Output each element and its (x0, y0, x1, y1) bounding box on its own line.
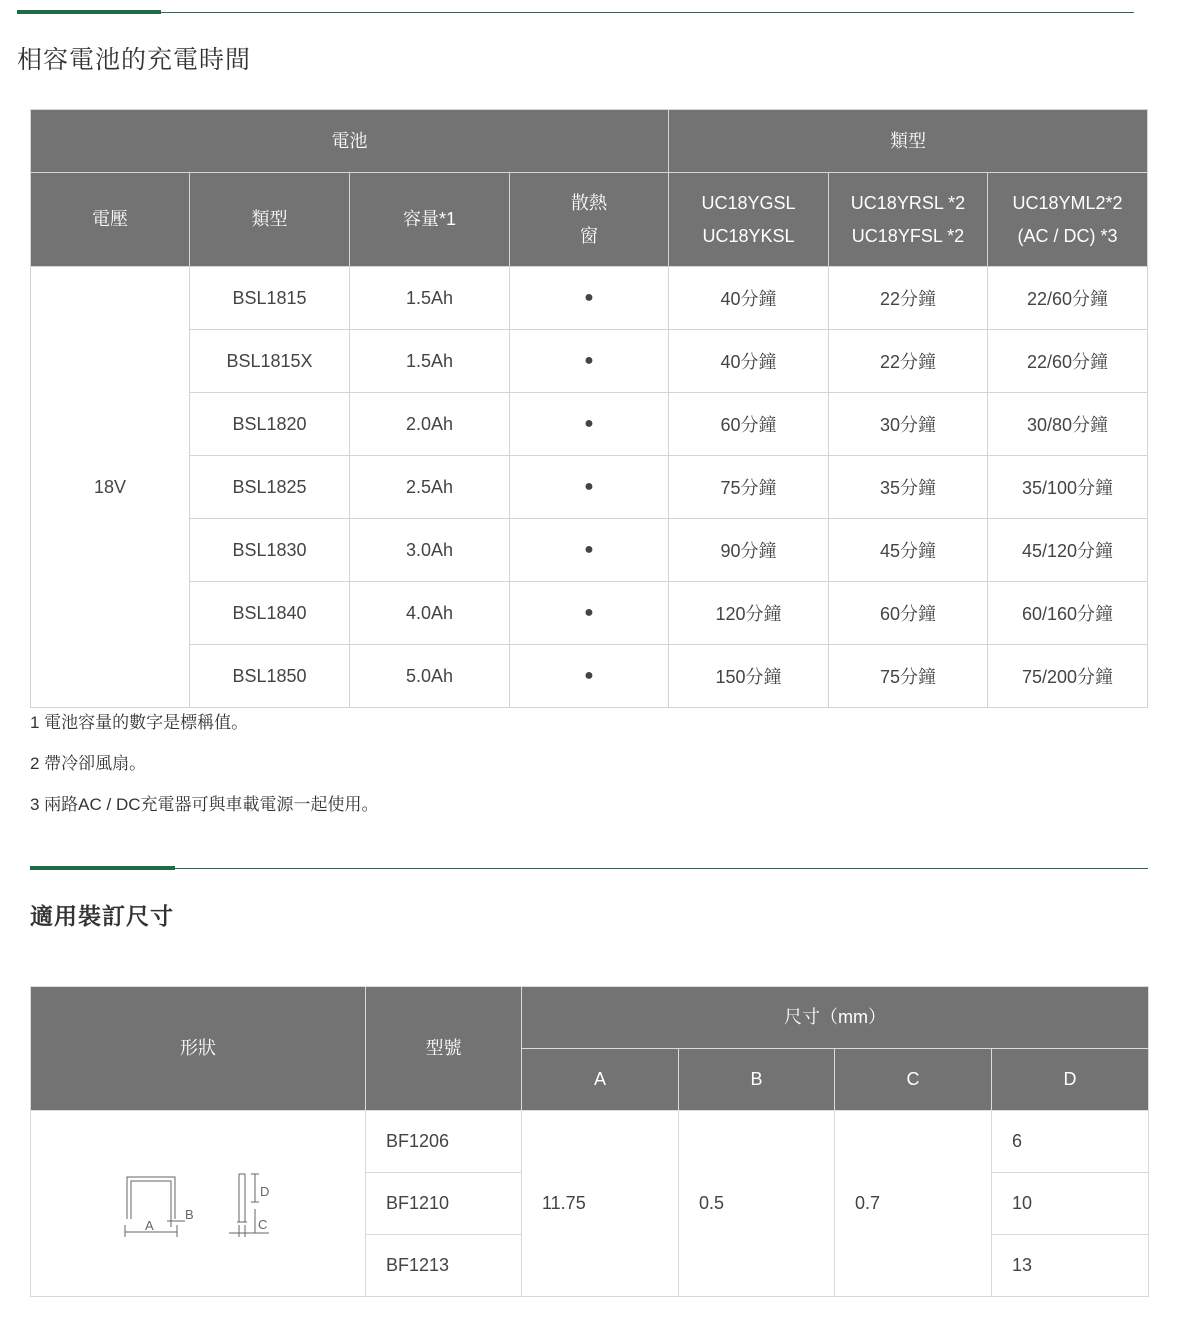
section-divider (30, 868, 1148, 869)
header-charger-3 (988, 173, 1148, 267)
charge-time-cell: 45分鐘 (829, 519, 988, 582)
dim-c-cell: 0.7 (835, 1111, 992, 1297)
header-charger-2-line1: UC18YRSL *2 (850, 192, 966, 213)
footnote: 1 電池容量的數字是標稱值。 (30, 713, 249, 732)
footnote: 3 兩路AC / DC充電器可與車載電源一起使用。 (30, 795, 379, 814)
model-cell: BF1210 (366, 1173, 522, 1235)
header-charger-1-line1: UC18YGSL (701, 192, 796, 213)
model-cell: BSL1820 (190, 393, 350, 456)
section-divider-accent (30, 866, 175, 870)
staple-size-table (30, 986, 1149, 1297)
charge-time-cell: 30/80分鐘 (988, 393, 1148, 456)
header-dim-a: A (522, 1049, 679, 1111)
voltage-cell: 18V (31, 267, 190, 708)
table-header-row (31, 987, 1149, 1049)
diagram-label-d: D (260, 1183, 270, 1199)
model-cell: BSL1830 (190, 519, 350, 582)
charge-time-cell: 75/200分鐘 (988, 645, 1148, 708)
charge-time-cell: 40分鐘 (669, 330, 829, 393)
charge-time-cell: 35/100分鐘 (988, 456, 1148, 519)
table-row (31, 267, 1148, 330)
charge-time-cell: 22分鐘 (829, 267, 988, 330)
capacity-cell: 1.5Ah (350, 330, 510, 393)
charge-time-cell: 22分鐘 (829, 330, 988, 393)
table-row (31, 582, 1148, 645)
capacity-cell: 1.5Ah (350, 267, 510, 330)
vent-dot: ● (510, 456, 669, 519)
vent-dot: ● (510, 645, 669, 708)
dim-d-cell: 13 (992, 1235, 1149, 1297)
charge-time-cell: 40分鐘 (669, 267, 829, 330)
dim-d-cell: 6 (992, 1111, 1149, 1173)
header-charger-3-line2: (AC / DC) *3 (1017, 225, 1118, 246)
header-battery: 電池 (31, 110, 669, 173)
vent-dot: ● (510, 330, 669, 393)
header-charger-1-line2: UC18YKSL (702, 225, 795, 246)
header-charger-1 (669, 173, 829, 267)
section-title-staple-sizes: 適用裝訂尺寸 (30, 903, 174, 929)
charge-time-cell: 60/160分鐘 (988, 582, 1148, 645)
table-header-row (31, 173, 1148, 267)
header-vent-line1: 散熱 (571, 192, 607, 213)
capacity-cell: 5.0Ah (350, 645, 510, 708)
model-cell: BSL1850 (190, 645, 350, 708)
charge-time-cell: 35分鐘 (829, 456, 988, 519)
capacity-cell: 2.0Ah (350, 393, 510, 456)
header-charger-2 (829, 173, 988, 267)
charge-time-cell: 60分鐘 (829, 582, 988, 645)
model-cell: BF1213 (366, 1235, 522, 1297)
dim-b-cell: 0.5 (679, 1111, 835, 1297)
diagram-label-b: B (185, 1206, 194, 1222)
section-divider (17, 12, 1134, 13)
charge-time-cell: 22/60分鐘 (988, 330, 1148, 393)
header-vent-window (510, 173, 669, 267)
table-row (31, 1111, 1149, 1173)
header-dim-d: D (992, 1049, 1149, 1111)
charge-time-cell: 22/60分鐘 (988, 267, 1148, 330)
footnotes (30, 708, 379, 831)
capacity-cell: 3.0Ah (350, 519, 510, 582)
table-row (31, 519, 1148, 582)
header-type: 類型 (190, 173, 350, 267)
dim-a-cell: 11.75 (522, 1111, 679, 1297)
header-charger-3-line1: UC18YML2*2 (1012, 192, 1123, 213)
dim-d-cell: 10 (992, 1173, 1149, 1235)
charge-time-cell: 75分鐘 (829, 645, 988, 708)
vent-dot: ● (510, 267, 669, 330)
charge-time-cell: 150分鐘 (669, 645, 829, 708)
vent-dot: ● (510, 519, 669, 582)
charge-time-cell: 90分鐘 (669, 519, 829, 582)
capacity-cell: 4.0Ah (350, 582, 510, 645)
section-divider-accent (17, 10, 161, 14)
header-dimensions: 尺寸（mm） (522, 987, 1149, 1049)
header-vent-line2: 窗 (580, 225, 598, 246)
table-header-group-row (31, 110, 1148, 173)
header-dim-b: B (679, 1049, 835, 1111)
model-cell: BSL1815X (190, 330, 350, 393)
charge-time-cell: 45/120分鐘 (988, 519, 1148, 582)
capacity-cell: 2.5Ah (350, 456, 510, 519)
model-cell: BF1206 (366, 1111, 522, 1173)
model-cell: BSL1840 (190, 582, 350, 645)
table-row (31, 393, 1148, 456)
vent-dot: ● (510, 582, 669, 645)
header-charger-2-line2: UC18YFSL *2 (851, 225, 965, 246)
diagram-label-c: C (258, 1216, 268, 1232)
header-type-group: 類型 (669, 110, 1148, 173)
section-title-charging-time: 相容電池的充電時間 (17, 46, 252, 74)
staple-dimension-diagram (123, 1169, 273, 1239)
charging-time-table (30, 109, 1148, 708)
header-dim-c: C (835, 1049, 992, 1111)
footnote: 2 帶冷卻風扇。 (30, 754, 147, 773)
table-row (31, 330, 1148, 393)
header-shape: 形狀 (31, 987, 366, 1111)
model-cell: BSL1815 (190, 267, 350, 330)
table-row (31, 645, 1148, 708)
charge-time-cell: 120分鐘 (669, 582, 829, 645)
header-capacity: 容量*1 (350, 173, 510, 267)
header-voltage: 電壓 (31, 173, 190, 267)
header-model: 型號 (366, 987, 522, 1111)
diagram-label-a: A (145, 1217, 154, 1233)
charge-time-cell: 60分鐘 (669, 393, 829, 456)
model-cell: BSL1825 (190, 456, 350, 519)
staple-shape-cell (31, 1111, 366, 1297)
vent-dot: ● (510, 393, 669, 456)
charge-time-cell: 75分鐘 (669, 456, 829, 519)
charge-time-cell: 30分鐘 (829, 393, 988, 456)
table-row (31, 456, 1148, 519)
